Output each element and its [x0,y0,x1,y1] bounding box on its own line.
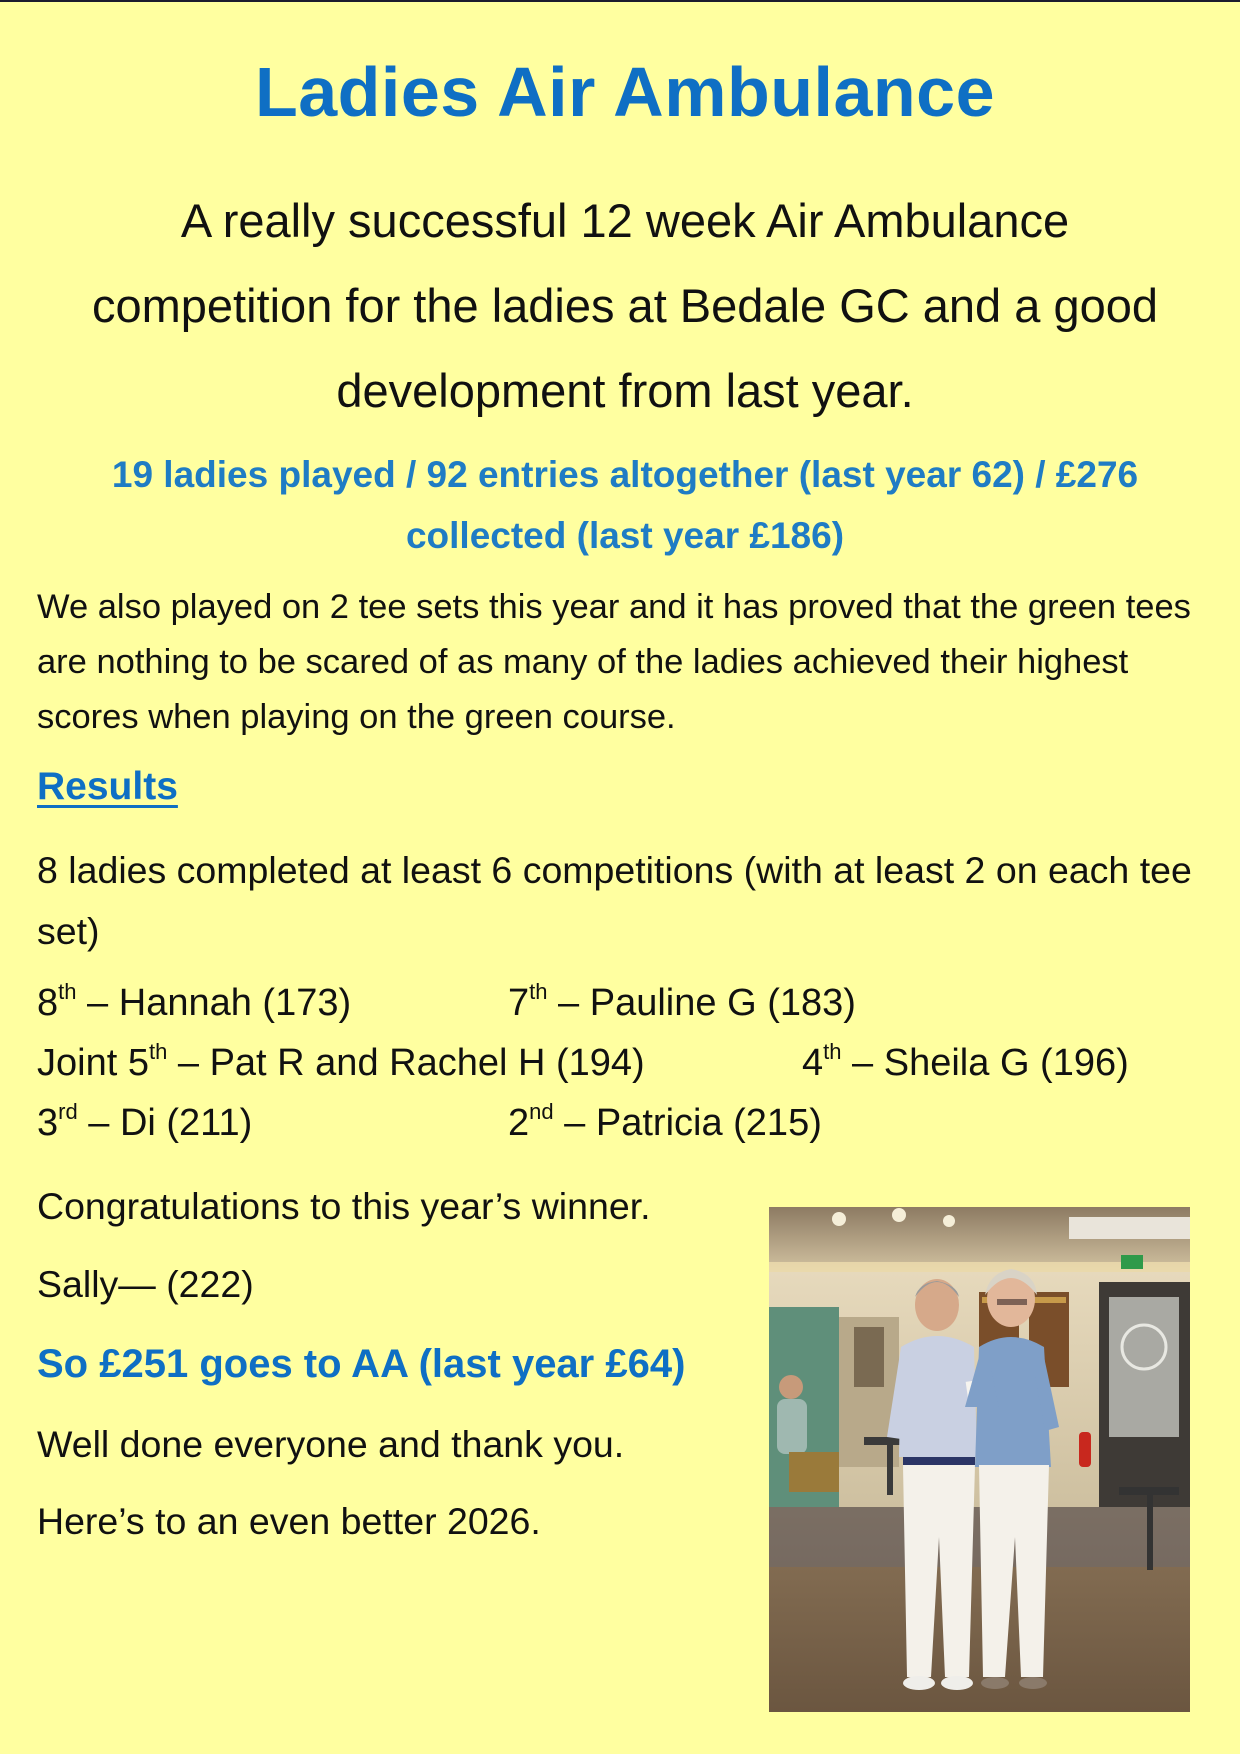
place-suffix: th [529,979,548,1004]
stats-summary [30,444,1220,566]
place-text: – Hannah (173) [76,982,352,1024]
stats-line-2: collected (last year £186) [405,515,845,556]
results-heading: Results [37,765,178,808]
congrats-text: Congratulations to this year’s winner. [37,1185,651,1227]
place-suffix: th [58,979,77,1004]
place-text: – Di (211) [77,1102,253,1144]
place-number: 7 [508,982,530,1024]
place-text: – Pat R and Rachel H (194) [167,1042,645,1084]
place-entry [508,979,856,1025]
place-entry [37,979,352,1025]
well-done-text: Well done everyone and thank you. [37,1423,625,1465]
place-entry [37,1039,645,1085]
aa-total-text: So £251 goes to AA (last year £64) [37,1342,686,1386]
intro-text: A really successful 12 week Air Ambulance competition for the ladies at Bedale GC and a good development from last year. [91,194,1158,417]
completed-text: 8 ladies completed at least 6 competitions (with at least 2 on each tee set) [37,849,1192,952]
page-title: Ladies Air Ambulance [254,53,995,131]
place-text: – Sheila G (196) [841,1042,1129,1084]
place-suffix: th [823,1039,842,1064]
place-number: 4 [802,1042,824,1084]
closing-text: Here’s to an even better 2026. [37,1500,541,1542]
place-entry [37,1099,253,1145]
place-suffix: th [148,1039,168,1064]
place-entry [802,1039,1129,1085]
stats-line-1: 19 ladies played / 92 entries altogether (last year 62) / £276 [111,454,1139,495]
place-suffix: rd [58,1099,78,1124]
place-number: 8 [37,982,59,1024]
winner-text: Sally— (222) [37,1263,254,1305]
place-number: Joint 5 [37,1042,149,1084]
place-number: 3 [37,1102,59,1144]
place-text: – Patricia (215) [553,1102,822,1144]
place-text: – Pauline G (183) [547,982,856,1024]
place-number: 2 [508,1102,530,1144]
presentation-photo [769,1207,1190,1712]
place-suffix: nd [529,1099,554,1124]
tee-sets-paragraph: We also played on 2 tee sets this year and it has proved that the green tees are nothing to be scared of as many of the ladies achieved their highest scores when playing on the green course. [37,588,1191,736]
place-entry [508,1099,822,1145]
